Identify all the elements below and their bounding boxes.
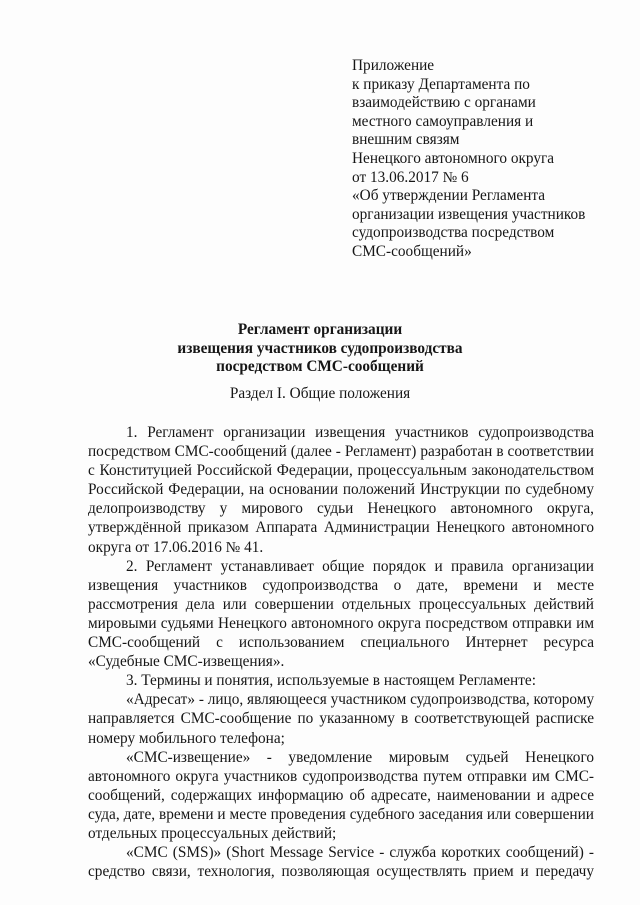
body-line: делопроизводству у мирового судьи Ненецкого автономного округа, [88,500,594,518]
body-line: утверждённой приказом Аппарата Администрации Ненецкого автономного [88,519,594,537]
body-line: с Конституцией Российской Федерации, процессуальным законодательством [88,462,594,480]
body-line: направляется СМС-сообщение по указанному в соответствующей расписке [88,710,594,728]
body-line: автономного округа участников судопроизводства путем отправки им СМС- [88,767,594,785]
body-line: суда, дате, времени и месте проведения судебного заседания или совершении [88,805,594,823]
appendix-line: организации извещения участников [352,205,586,223]
body-line: «СМС-извещение» - уведомление мировым судьей Ненецкого [126,748,594,766]
title-line: Регламент организации [237,321,403,338]
appendix-line: Приложение [352,57,435,74]
body-line: СМС-сообщений с использованием специального Интернет ресурса [88,634,594,652]
body-line: номеру мобильного телефона; [88,729,285,747]
body-line: мировыми судьями Ненецкого автономного округа посредством отправки им [88,614,594,632]
body-line: средство связи, технология, позволяющая осуществлять прием и передачу [88,863,594,881]
appendix-line: местного самоуправления и [352,112,534,130]
body-line: извещения участников судопроизводства о дате, времени и месте [88,576,594,594]
body-line: Российской Федерации, на основании положений Инструкции по судебному [88,481,594,499]
appendix-line: от 13.06.2017 № 6 [352,168,469,186]
body-line: «Адресат» - лицо, являющееся участником судопроизводства, которому [126,691,595,709]
body-line: 1. Регламент организации извещения участников судопроизводства [126,424,594,441]
appendix-line: Ненецкого автономного округа [352,149,555,167]
body-line: сообщений, содержащих информацию об адресате, наименовании и адресе [88,786,594,804]
appendix-line: внешним связям [352,131,460,149]
title-line: посредством СМС-сообщений [216,358,424,376]
body-line: рассмотрения дела или совершении отдельных процессуальных действий [88,595,594,613]
appendix-block [352,57,622,262]
body-line: отдельных процессуальных действий; [88,824,337,842]
body-line: 3. Термины и понятия, используемые в настоящем Регламенте: [126,672,536,690]
body-line: округа от 17.06.2016 № 41. [88,538,264,556]
body-line: «Судебные СМС-извещения». [88,653,285,671]
appendix-line: взаимодействию с органами [352,94,536,112]
appendix-line: СМС-сообщений» [352,242,472,260]
body-line: 2. Регламент устанавливает общие порядок и правила организации [126,557,594,575]
appendix-line: «Об утверждении Регламента [352,187,546,205]
section-heading: Раздел I. Общие положения [229,385,411,402]
appendix-line: к приказу Департамента по [352,75,530,93]
title-line: извещения участников судопроизводства [177,339,463,357]
body-line: «СМС (SMS)» (Short Message Service - служба коротких сообщений) - [126,844,594,862]
body-line: посредством СМС-сообщений (далее - Регламент) разработан в соответствии [88,443,594,461]
document-title [0,321,640,377]
body-text [88,423,594,881]
appendix-line: судопроизводства посредством [352,224,555,242]
